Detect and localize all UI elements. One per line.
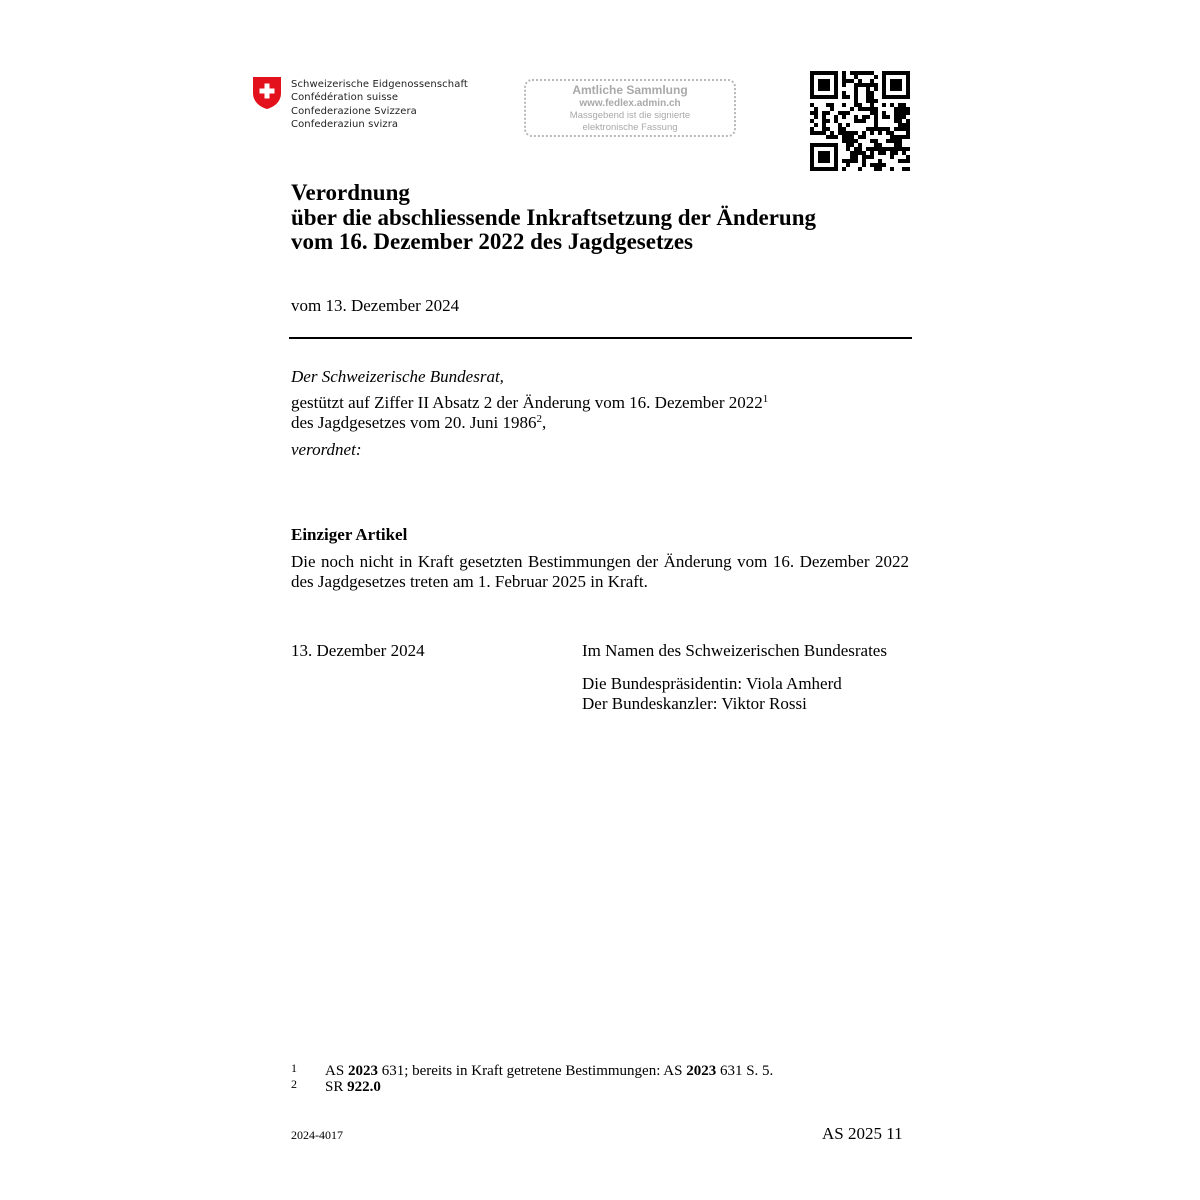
confed-name-rm: Confederaziun svizra: [291, 118, 399, 130]
title-line-1: Verordnung: [291, 180, 410, 205]
footnote-number: 2: [291, 1077, 297, 1091]
confederation-names: [291, 78, 468, 131]
official-collection-stamp: [524, 79, 736, 137]
qr-code-icon: [810, 71, 910, 171]
footnote-ref-2[interactable]: 2: [536, 413, 543, 425]
footnote-number: 1: [291, 1061, 297, 1075]
footnotes: [291, 1063, 773, 1095]
issuing-authority: Der Schweizerische Bundesrat,: [291, 367, 504, 386]
title-line-3: vom 16. Dezember 2022 des Jagdgesetzes: [291, 229, 693, 254]
swiss-cross-shield-icon: [252, 76, 282, 110]
article-heading: Einziger Artikel: [291, 525, 408, 544]
footnote-1: [291, 1063, 773, 1079]
basis-line-2: des Jagdgesetzes vom 20. Juni 1986: [291, 413, 537, 432]
article-text: Die noch nicht in Kraft gesetzten Bestimmungen der Änderung vom 16. Dezember 2022 des Jagdgesetzes treten am 1. Februar 2025 in Kraft.: [291, 552, 909, 591]
decree-date: vom 13. Dezember 2024: [291, 296, 460, 315]
title-line-2: über die abschliessende Inkraftsetzung der Änderung: [291, 204, 817, 230]
footnote-text: SR 922.0: [325, 1079, 381, 1095]
president-line: Die Bundespräsidentin: Viola Amherd: [582, 674, 842, 693]
confed-name-fr: Confédération suisse: [291, 92, 399, 104]
decrees-label: verordnet:: [291, 440, 362, 459]
title-divider: [289, 337, 912, 339]
as-reference: AS 2025 11: [822, 1124, 903, 1143]
footnote-text: AS 2023 631; bereits in Kraft getretene Bestimmungen: AS 2023 631 S. 5.: [325, 1063, 774, 1079]
footnote-ref-1[interactable]: 1: [762, 393, 769, 405]
document-number: 2024-4017: [291, 1128, 343, 1142]
stamp-note-2: elektronische Fassung: [582, 121, 678, 133]
stamp-title: Amtliche Sammlung: [572, 83, 688, 97]
chancellor-line: Der Bundeskanzler: Viktor Rossi: [582, 694, 807, 713]
basis-tail: ,: [542, 413, 547, 432]
legal-basis: [291, 393, 768, 433]
confed-name-it: Confederazione Svizzera: [291, 105, 417, 117]
basis-line-1: gestützt auf Ziffer II Absatz 2 der Änderung vom 16. Dezember 2022: [291, 393, 763, 412]
signature-block: [582, 641, 887, 714]
footnote-2: [291, 1079, 773, 1095]
stamp-note-1: Massgebend ist die signierte: [569, 110, 691, 121]
stamp-url[interactable]: www.fedlex.admin.ch: [579, 98, 681, 109]
confed-name-de: Schweizerische Eidgenossenschaft: [291, 79, 468, 90]
page-title: [291, 181, 816, 255]
signature-date: 13. Dezember 2024: [291, 641, 425, 660]
on-behalf-line: Im Namen des Schweizerischen Bundesrates: [582, 641, 887, 660]
